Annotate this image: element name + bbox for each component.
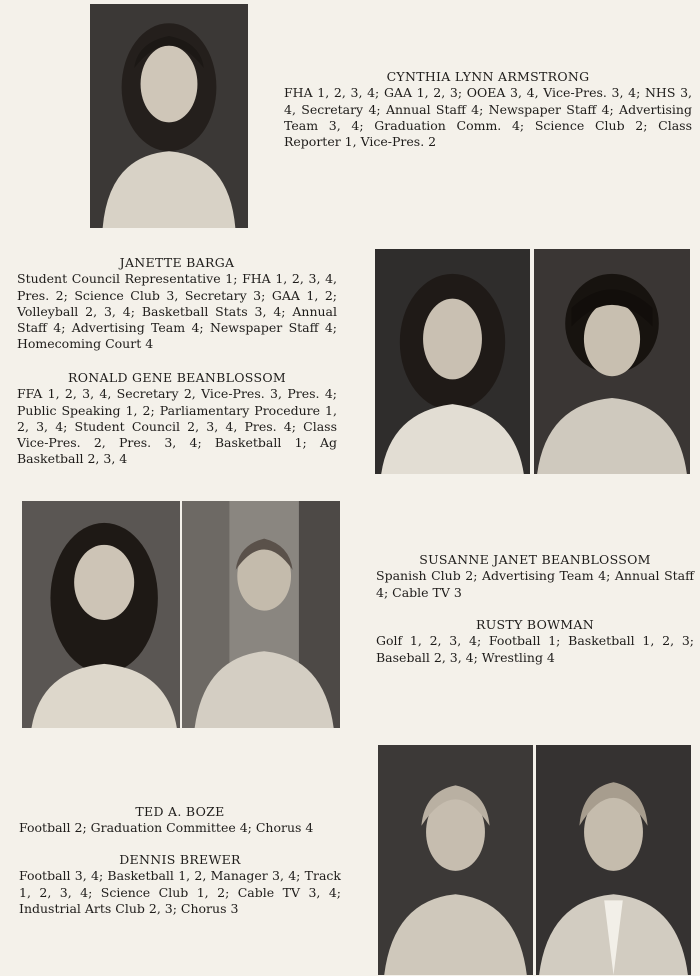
bio-block-cynthia-armstrong bbox=[284, 69, 692, 150]
student-name: RUSTY BOWMAN bbox=[476, 617, 594, 632]
student-activities: FFA 1, 2, 3, 4, Secretary 2, Vice-Pres. 3, Pres. 4; Public Speaking 1, 2; Parliamentary Procedure 1, 2, 3, 4; Student Council 2, 3, 4, Pres. 4; Class Vice-Pres. 2, Pres. 3, 4; Basketball 1; Ag Basketball 2, 3, 4 bbox=[17, 386, 337, 467]
student-name: CYNTHIA LYNN ARMSTRONG bbox=[386, 69, 590, 84]
student-activities: Football 2; Graduation Committee 4; Chorus 4 bbox=[19, 820, 314, 836]
bio-block-janette-barga bbox=[17, 255, 337, 353]
bio-block-susanne-beanblossom bbox=[376, 552, 694, 601]
portrait-photo-rusty-bowman bbox=[182, 501, 340, 728]
bio-block-ted-boze bbox=[19, 804, 341, 837]
student-name: JANETTE BARGA bbox=[119, 255, 235, 270]
student-activities: FHA 1, 2, 3, 4; GAA 1, 2, 3; OOEA 3, 4, Vice-Pres. 3, 4; NHS 3, 4, Secretary 4; Annual Staff 4; Newspaper Staff 4; Advertising Team 3, 4; Graduation Comm. 4; Science Club 2; Class Reporter 1, Vice-Pres. 2 bbox=[284, 85, 692, 150]
portrait-photo-cynthia-armstrong bbox=[90, 4, 248, 228]
portrait-photo-dennis-brewer bbox=[536, 745, 691, 975]
portrait-photo-ronald-beanblossom bbox=[534, 249, 690, 474]
bio-block-rusty-bowman bbox=[376, 617, 694, 666]
student-name: RONALD GENE BEANBLOSSOM bbox=[68, 370, 286, 385]
student-activities: Spanish Club 2; Advertising Team 4; Annual Staff 4; Cable TV 3 bbox=[376, 568, 694, 600]
portrait-photo-ted-boze bbox=[378, 745, 533, 975]
student-name: TED A. BOZE bbox=[135, 804, 225, 819]
student-name: SUSANNE JANET BEANBLOSSOM bbox=[419, 552, 651, 567]
bio-block-ronald-beanblossom bbox=[17, 370, 337, 468]
portrait-photo-susanne-beanblossom bbox=[22, 501, 180, 728]
portrait-photo-janette-barga bbox=[375, 249, 530, 474]
student-name: DENNIS BREWER bbox=[119, 852, 241, 867]
student-activities: Student Council Representative 1; FHA 1, 2, 3, 4, Pres. 2; Science Club 3, Secretary 3; GAA 1, 2; Volleyball 2, 3, 4; Basketball Stats 3, 4; Annual Staff 4; Advertising Team 4; Newspaper Staff 4; Homecoming Court 4 bbox=[17, 271, 337, 352]
student-activities: Golf 1, 2, 3, 4; Football 1; Basketball 1, 2, 3; Baseball 2, 3, 4; Wrestling 4 bbox=[376, 633, 694, 665]
bio-block-dennis-brewer bbox=[19, 852, 341, 917]
student-activities: Football 3, 4; Basketball 1, 2, Manager 3, 4; Track 1, 2, 3, 4; Science Club 1, 2; Cable TV 3, 4; Industrial Arts Club 2, 3; Chorus 3 bbox=[19, 868, 341, 916]
